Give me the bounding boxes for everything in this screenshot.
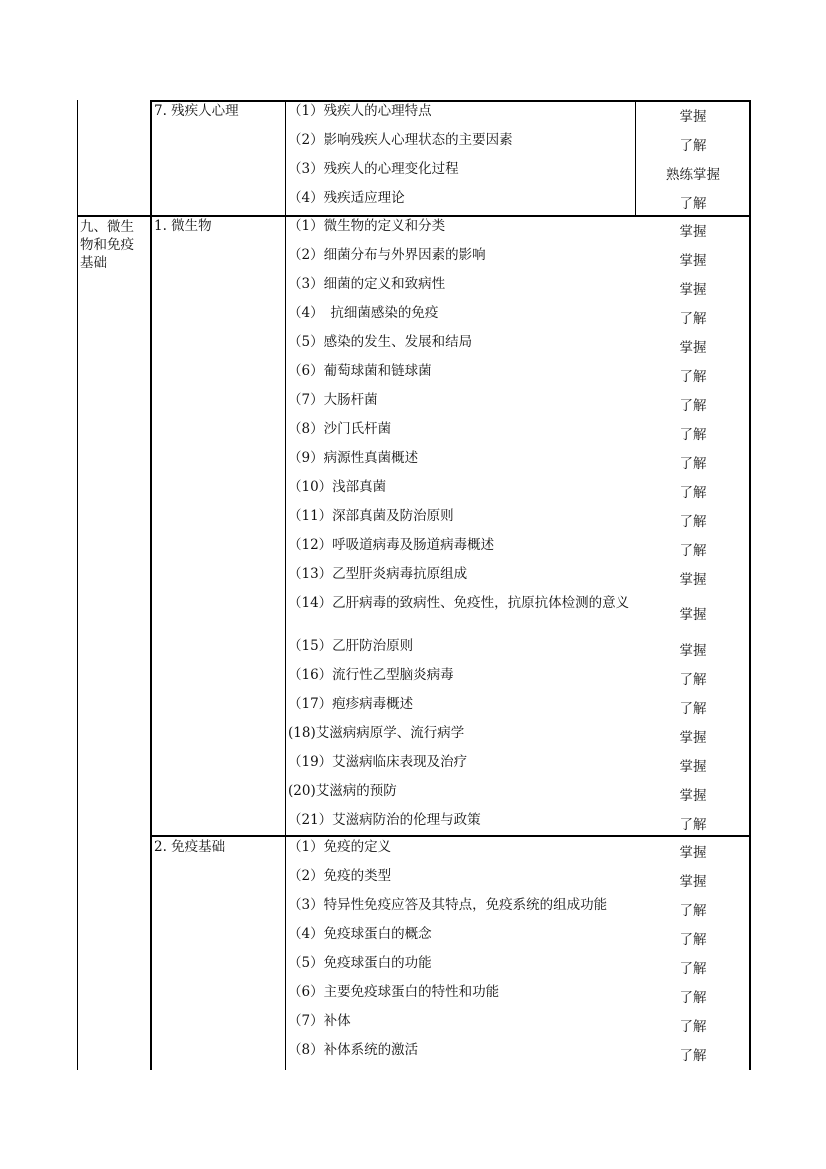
item-text: （1）微生物的定义和分类 <box>288 218 446 234</box>
item-level: 了解 <box>679 961 707 977</box>
item-text: （11）深部真菌及防治原则 <box>288 508 454 524</box>
item-level: 掌握 <box>679 759 707 775</box>
item-text: （10）浅部真菌 <box>288 479 387 495</box>
column-divider-1 <box>150 100 152 1070</box>
item-level: 掌握 <box>679 572 707 588</box>
item-level: 掌握 <box>679 340 707 356</box>
item-level: 掌握 <box>679 730 707 746</box>
item-text: （19）艾滋病临床表现及治疗 <box>288 754 468 770</box>
subsection-title: 2. 免疫基础 <box>154 839 226 855</box>
item-level: 掌握 <box>679 607 707 623</box>
item-text: （1）残疾人的心理特点 <box>288 103 432 119</box>
item-level: 了解 <box>679 932 707 948</box>
item-text: （14）乙肝病毒的致病性、免疫性，抗原抗体检测的意义 <box>288 595 630 611</box>
item-text: （9）病源性真菌概述 <box>288 450 419 466</box>
item-text: （5）感染的发生、发展和结局 <box>288 334 473 350</box>
item-level: 了解 <box>679 672 707 688</box>
item-text: （3）特异性免疫应答及其特点，免疫系统的组成功能 <box>288 897 608 913</box>
item-text: (20)艾滋病的预防 <box>288 783 397 799</box>
item-text: （1）免疫的定义 <box>288 839 392 855</box>
item-text: （4） 抗细菌感染的免疫 <box>288 305 439 321</box>
column-divider-2 <box>285 100 286 1070</box>
item-level: 掌握 <box>679 643 707 659</box>
item-level: 了解 <box>679 817 707 833</box>
item-text: (18)艾滋病病原学、流行病学 <box>288 725 465 741</box>
item-text: （15）乙肝防治原则 <box>288 638 414 654</box>
item-text: （17）疱疹病毒概述 <box>288 696 414 712</box>
item-text: （12）呼吸道病毒及肠道病毒概述 <box>288 537 495 553</box>
item-text: （13）乙型肝炎病毒抗原组成 <box>288 566 468 582</box>
item-text: （16）流行性乙型脑炎病毒 <box>288 667 454 683</box>
item-level: 了解 <box>679 369 707 385</box>
item-level: 了解 <box>679 398 707 414</box>
item-level: 了解 <box>679 990 707 1006</box>
table-top-border <box>150 100 750 102</box>
item-level: 熟练掌握 <box>666 167 720 183</box>
item-level: 了解 <box>679 903 707 919</box>
table-right-border <box>749 100 751 1070</box>
subsection-title: 1. 微生物 <box>154 218 212 234</box>
item-text: （3）细菌的定义和致病性 <box>288 276 446 292</box>
item-level: 了解 <box>679 1019 707 1035</box>
item-level: 了解 <box>679 138 707 154</box>
item-level: 掌握 <box>679 788 707 804</box>
item-text: （2）免疫的类型 <box>288 868 392 884</box>
item-level: 了解 <box>679 485 707 501</box>
item-text: （4）免疫球蛋白的概念 <box>288 926 432 942</box>
item-text: （7）大肠杆菌 <box>288 392 378 408</box>
item-level: 掌握 <box>679 109 707 125</box>
table-left-border <box>77 100 78 1070</box>
item-level: 了解 <box>679 427 707 443</box>
item-level: 掌握 <box>679 845 707 861</box>
item-level: 了解 <box>679 1048 707 1064</box>
item-level: 了解 <box>679 456 707 472</box>
item-text: （8）补体系统的激活 <box>288 1042 419 1058</box>
item-level: 了解 <box>679 196 707 212</box>
item-text: （6）葡萄球菌和链球菌 <box>288 363 432 379</box>
item-text: （2）细菌分布与外界因素的影响 <box>288 247 486 263</box>
item-text: （3）残疾人的心理变化过程 <box>288 161 459 177</box>
item-level: 掌握 <box>679 874 707 890</box>
item-level: 掌握 <box>679 224 707 240</box>
item-text: （7）补体 <box>288 1013 351 1029</box>
item-level: 了解 <box>679 311 707 327</box>
item-text: （8）沙门氏杆菌 <box>288 421 392 437</box>
item-level: 掌握 <box>679 253 707 269</box>
subsection-divider <box>150 835 750 837</box>
item-text: （21）艾滋病防治的伦理与政策 <box>288 812 481 828</box>
item-text: （4）残疾适应理论 <box>288 190 405 206</box>
section-divider <box>77 215 750 217</box>
item-level: 掌握 <box>679 282 707 298</box>
category-label: 九、微生物和免疫基础 <box>80 219 134 271</box>
item-level: 了解 <box>679 543 707 559</box>
subsection-title: 7. 残疾人心理 <box>154 103 239 119</box>
item-text: （2）影响残疾人心理状态的主要因素 <box>288 132 513 148</box>
item-level: 了解 <box>679 701 707 717</box>
item-text: （6）主要免疫球蛋白的特性和功能 <box>288 984 500 1000</box>
column-divider-3 <box>635 100 636 217</box>
item-level: 了解 <box>679 514 707 530</box>
item-text: （5）免疫球蛋白的功能 <box>288 955 432 971</box>
